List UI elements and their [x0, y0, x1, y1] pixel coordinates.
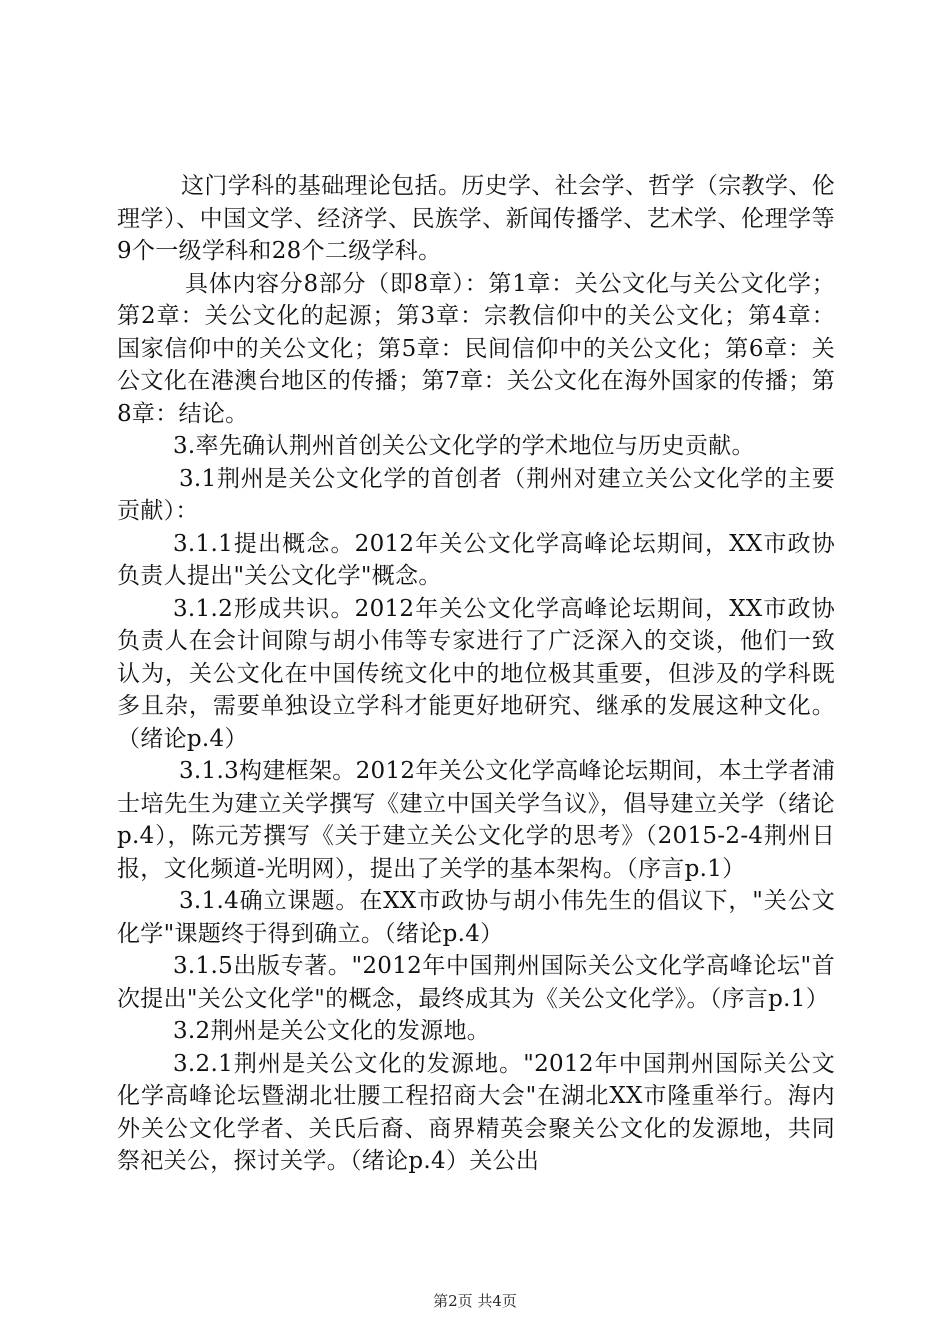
paragraph-section-3-1-5: 3.1.5出版专著。"2012年中国荆州国际关公文化学高峰论坛"首次提出"关公文化学"的概念，最终成其为《关公文化学》。（序言p.1）	[117, 953, 835, 1012]
paragraph-section-3-1-4: 3.1.4确立课题。在XX市政协与胡小伟先生的倡议下，"关公文化学"课题终于得到确立。（绪论p.4）	[117, 888, 835, 947]
document-body	[117, 170, 835, 1178]
page-number-footer: 第2页 共4页	[433, 1292, 517, 1310]
paragraph-section-3-2-1: 3.2.1荆州是关公文化的发源地。"2012年中国荆州国际关公文化学高峰论坛暨湖北壮腰工程招商大会"在湖北XX市隆重举行。海内外关公文化学者、关氏后裔、商界精英会聚关公文化的发源地，共同祭祀关公，探讨关学。（绪论p.4）关公出	[117, 1050, 835, 1174]
paragraph-foundation-theory: 这门学科的基础理论包括。历史学、社会学、哲学（宗教学、伦理学）、中国文学、经济学、民族学、新闻传播学、艺术学、伦理学等9个一级学科和28个二级学科。	[117, 173, 835, 264]
paragraph-section-3-1-1: 3.1.1提出概念。2012年关公文化学高峰论坛期间，XX市政协负责人提出"关公文化学"概念。	[117, 530, 835, 589]
paragraph-section-3-1-3: 3.1.3构建框架。2012年关公文化学高峰论坛期间，本土学者浦士培先生为建立关学撰写《建立中国关学刍议》，倡导建立关学（绪论p.4），陈元芳撰写《关于建立关公文化学的思考》（2015-2-4荆州日报，文化频道-光明网），提出了关学的基本架构。（序言p.1）	[117, 758, 835, 882]
paragraph-section-3-1-2: 3.1.2形成共识。2012年关公文化学高峰论坛期间，XX市政协负责人在会计间隙与胡小伟等专家进行了广泛深入的交谈，他们一致认为，关公文化在中国传统文化中的地位极其重要，但涉及的学科既多且杂，需要单独设立学科才能更好地研究、继承的发展这种文化。（绪论p.4）	[117, 595, 835, 752]
paragraph-section-3-2: 3.2荆州是关公文化的发源地。	[173, 1018, 491, 1044]
paragraph-chapter-outline: 具体内容分8部分（即8章）：第1章：关公文化与关公文化学；第2章：关公文化的起源；第3章：宗教信仰中的关公文化；第4章：国家信仰中的关公文化；第5章：民间信仰中的关公文化；第6章：关公文化在港澳台地区的传播；第7章：关公文化在海外国家的传播；第8章：结论。	[117, 270, 835, 427]
paragraph-section-3-1: 3.1荆州是关公文化学的首创者（荆州对建立关公文化学的主要贡献）：	[117, 465, 835, 524]
paragraph-section-3: 3.率先确认荆州首创关公文化学的学术地位与历史贡献。	[173, 433, 755, 459]
